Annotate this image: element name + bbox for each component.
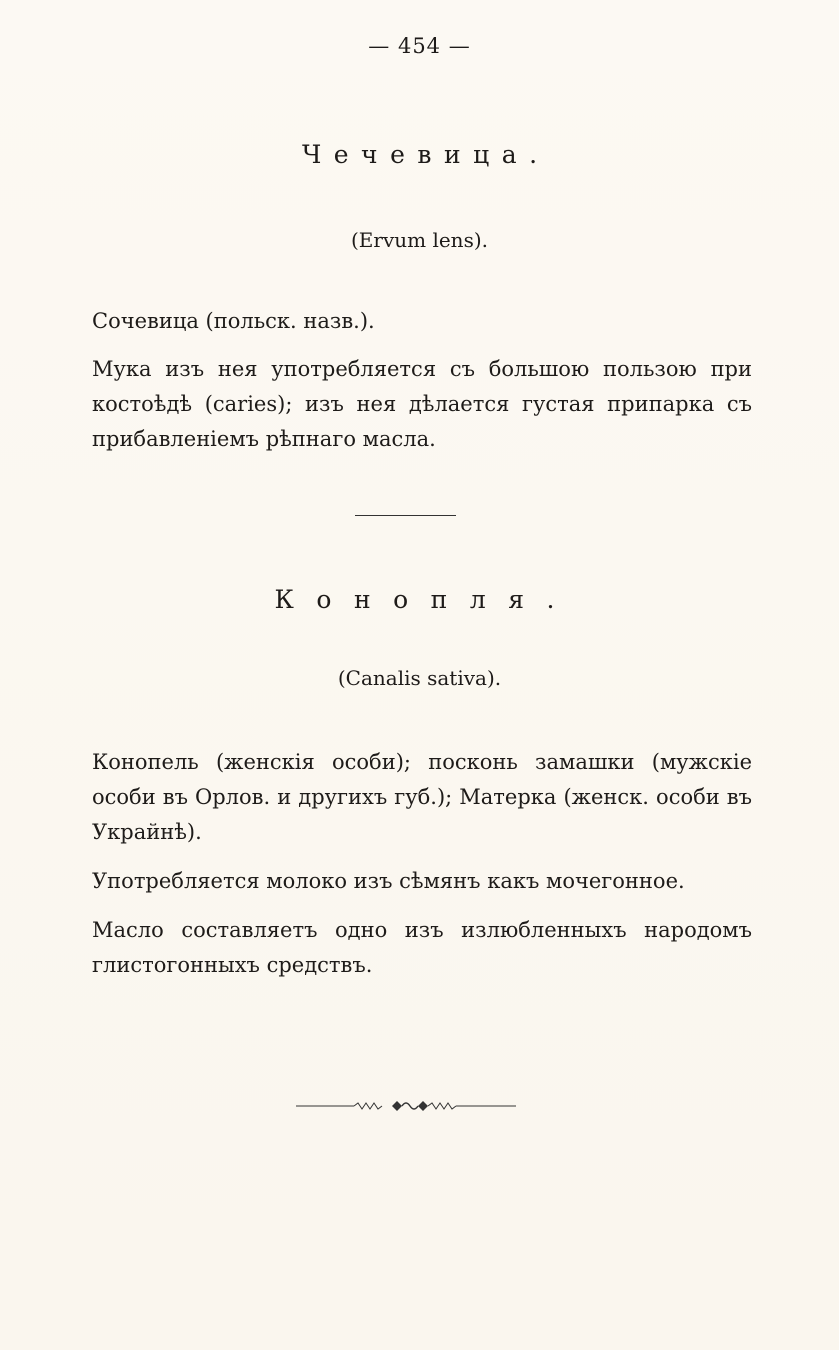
- paragraph-hemp-oil: Масло составляетъ одно изъ излюбленныхъ народомъ глистогонныхъ средствъ.: [92, 918, 752, 977]
- latin-name-hemp: (Canalis sativa).: [337, 666, 502, 690]
- section-title-hemp: Конопля.: [274, 585, 577, 614]
- page-number: — 454 —: [368, 34, 471, 58]
- paragraph-hemp-names: Конопель (женскія особи); посконь замашки (мужскіе особи въ Орлов. и другихъ губ.); Матерка (женск. особи въ Украйнѣ).: [92, 750, 752, 844]
- paragraph-polish-name: Сочевица (польск. назв.).: [92, 309, 375, 333]
- latin-name-lentil: (Ervum lens).: [350, 228, 488, 252]
- section-title-lentil: Чечевица.: [301, 140, 550, 169]
- paragraph-lentil-use: Мука изъ нея употребляется съ большою пользою при костоѣдѣ (caries); изъ нея дѣлается густая припарка съ прибавленіемъ рѣпнаго масла.: [92, 357, 752, 451]
- paragraph-hemp-milk: Употребляется молоко изъ сѣмянъ какъ мочегонное.: [92, 869, 685, 893]
- end-ornament-icon: [296, 1096, 516, 1116]
- section-divider: [355, 515, 456, 516]
